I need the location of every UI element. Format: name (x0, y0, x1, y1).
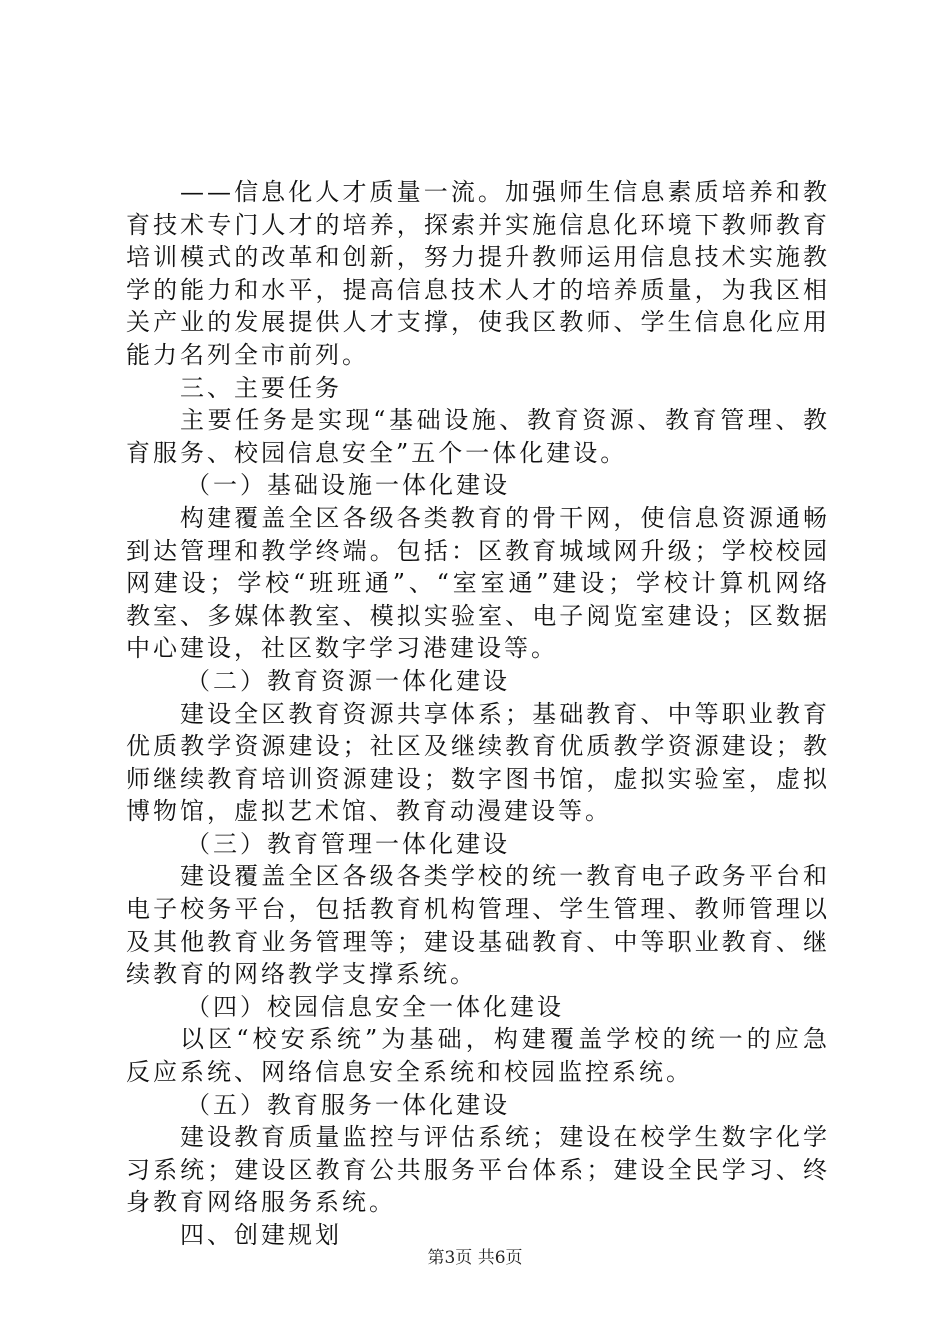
subheading-security: （四）校园信息安全一体化建设 (186, 992, 564, 1021)
subheading-infrastructure: （一）基础设施一体化建设 (186, 471, 510, 500)
paragraph-resources: 建设全区教育资源共享体系；基础教育、中等职业教育优质教学资源建设；社区及继续教育优质教学资源建设；教师继续教育培训资源建设；数字图书馆，虚拟实验室，虚拟博物馆，虚拟艺术馆、教育动漫建设等。 (126, 699, 830, 826)
paragraph-main-tasks-intro: 主要任务是实现“基础设施、教育资源、教育管理、教育服务、校园信息安全”五个一体化建设。 (126, 406, 830, 467)
paragraph-talent-quality: ——信息化人才质量一流。加强师生信息素质培养和教育技术专门人才的培养，探索并实施信息化环境下教师教育培训模式的改革和创新，努力提升教师运用信息技术实施教学的能力和水平，提高信息技术人才的培养质量，为我区相关产业的发展提供人才支撑，使我区教师、学生信息化应用能力名列全市前列。 (126, 178, 830, 369)
document-body (126, 176, 830, 1252)
page-footer (0, 1243, 950, 1268)
subheading-services: （五）教育服务一体化建设 (186, 1090, 510, 1119)
heading-planning: 四、创建规划 (180, 1221, 342, 1249)
subheading-management: （三）教育管理一体化建设 (186, 829, 510, 858)
page-number-label: 第3页 共6页 (427, 1248, 523, 1268)
paragraph-security: 以区“校安系统”为基础，构建覆盖学校的统一的应急反应系统、网络信息安全系统和校园监控系统。 (126, 1025, 830, 1087)
subheading-resources: （二）教育资源一体化建设 (186, 666, 510, 695)
heading-main-tasks: 三、主要任务 (180, 373, 342, 402)
paragraph-services: 建设教育质量监控与评估系统；建设在校学生数字化学习系统；建设区教育公共服务平台体系；建设全民学习、终身教育网络服务系统。 (126, 1123, 830, 1217)
paragraph-infrastructure: 构建覆盖全区各级各类教育的骨干网，使信息资源通畅到达管理和教学终端。包括：区教育城域网升级；学校校园网建设；学校“班班通”、“室室通”建设；学校计算机网络教室、多媒体教室、模拟实验室、电子阅览室建设；区数据中心建设，社区数字学习港建设等。 (126, 503, 830, 663)
paragraph-management: 建设覆盖全区各级各类学校的统一教育电子政务平台和电子校务平台，包括教育机构管理、学生管理、教师管理以及其他教育业务管理等；建设基础教育、中等职业教育、继续教育的网络教学支撑系统。 (126, 862, 830, 989)
